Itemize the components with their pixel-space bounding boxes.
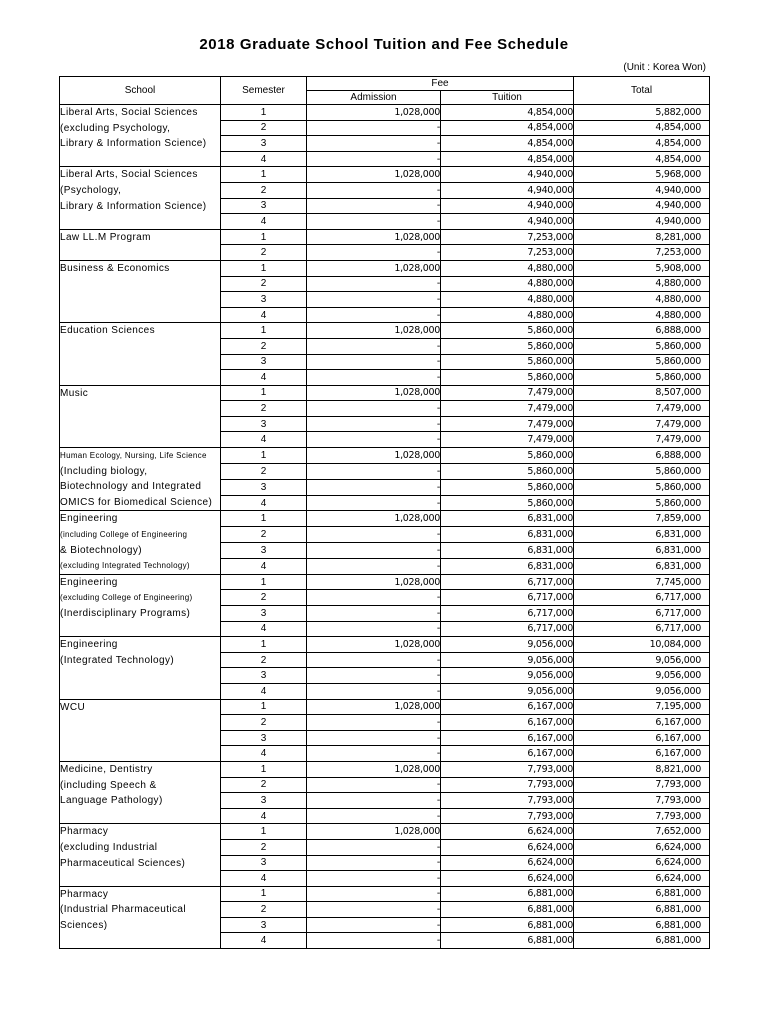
tuition-cell: 7,479,000 (441, 416, 574, 432)
table-row (60, 886, 710, 902)
tuition-cell: 6,167,000 (441, 699, 574, 715)
admission-cell: - (307, 198, 441, 214)
tuition-cell: 5,860,000 (441, 323, 574, 339)
tuition-cell: 7,479,000 (441, 401, 574, 417)
semester-cell: 3 (221, 543, 307, 559)
school-name-line: Education Sciences (60, 325, 156, 337)
total-cell: 9,056,000 (574, 683, 710, 699)
school-name-line: Engineering (60, 513, 118, 525)
school-name-line: Pharmacy (60, 888, 109, 900)
semester-cell: 1 (221, 511, 307, 527)
school-name-line: Pharmacy (60, 826, 109, 838)
school-name-line: (Including biology, (60, 465, 148, 477)
tuition-cell: 4,940,000 (441, 182, 574, 198)
admission-cell: - (307, 855, 441, 871)
school-header: School (60, 77, 221, 105)
total-cell: 4,880,000 (574, 276, 710, 292)
tuition-header: Tuition (441, 91, 574, 105)
total-cell: 5,860,000 (574, 463, 710, 479)
total-cell: 7,793,000 (574, 808, 710, 824)
tuition-cell: 6,881,000 (441, 917, 574, 933)
fee-header: Fee (307, 77, 574, 91)
school-name (60, 260, 221, 322)
tuition-cell: 9,056,000 (441, 683, 574, 699)
semester-cell: 2 (221, 902, 307, 918)
admission-cell: - (307, 527, 441, 543)
semester-cell: 4 (221, 307, 307, 323)
tuition-cell: 6,717,000 (441, 574, 574, 590)
admission-cell: - (307, 746, 441, 762)
total-cell: 6,888,000 (574, 448, 710, 464)
school-name-line: Liberal Arts, Social Sciences (60, 169, 198, 181)
tuition-cell: 9,056,000 (441, 637, 574, 653)
school-name-line: (excluding College of Engineering) (60, 593, 193, 603)
total-cell: 8,281,000 (574, 229, 710, 245)
admission-cell: - (307, 886, 441, 902)
tuition-cell: 5,860,000 (441, 338, 574, 354)
total-cell: 6,888,000 (574, 323, 710, 339)
semester-cell: 2 (221, 463, 307, 479)
admission-cell: - (307, 683, 441, 699)
semester-cell: 1 (221, 886, 307, 902)
admission-cell: - (307, 354, 441, 370)
school-name-line: Medicine, Dentistry (60, 763, 153, 775)
tuition-cell: 6,717,000 (441, 590, 574, 606)
tuition-cell: 4,880,000 (441, 260, 574, 276)
table-body (60, 105, 710, 949)
semester-cell: 1 (221, 229, 307, 245)
admission-cell: - (307, 606, 441, 622)
table-row (60, 574, 710, 590)
tuition-cell: 6,624,000 (441, 871, 574, 887)
admission-cell: - (307, 120, 441, 136)
tuition-cell: 6,881,000 (441, 933, 574, 949)
semester-cell: 4 (221, 746, 307, 762)
school-name-line: (including College of Engineering (60, 530, 188, 540)
total-cell: 7,253,000 (574, 245, 710, 261)
admission-cell: - (307, 621, 441, 637)
semester-cell: 4 (221, 933, 307, 949)
semester-cell: 4 (221, 495, 307, 511)
tuition-cell: 7,793,000 (441, 777, 574, 793)
admission-cell: - (307, 338, 441, 354)
admission-cell: 1,028,000 (307, 699, 441, 715)
semester-cell: 1 (221, 260, 307, 276)
semester-cell: 4 (221, 214, 307, 230)
school-name-line: Liberal Arts, Social Sciences (60, 107, 198, 118)
tuition-cell: 6,831,000 (441, 527, 574, 543)
school-name-line: Library & Information Science) (60, 138, 207, 150)
semester-cell: 4 (221, 151, 307, 167)
semester-cell: 3 (221, 479, 307, 495)
tuition-cell: 6,831,000 (441, 511, 574, 527)
tuition-cell: 4,880,000 (441, 292, 574, 308)
tuition-cell: 7,479,000 (441, 432, 574, 448)
total-cell: 4,854,000 (574, 151, 710, 167)
admission-cell: - (307, 543, 441, 559)
tuition-cell: 5,860,000 (441, 463, 574, 479)
table-row (60, 105, 710, 121)
semester-cell: 4 (221, 621, 307, 637)
total-cell: 4,940,000 (574, 198, 710, 214)
tuition-cell: 6,831,000 (441, 543, 574, 559)
total-cell: 4,854,000 (574, 136, 710, 152)
admission-cell: 1,028,000 (307, 637, 441, 653)
semester-cell: 4 (221, 370, 307, 386)
school-name-line: & Biotechnology) (60, 544, 143, 556)
semester-cell: 1 (221, 637, 307, 653)
admission-cell: - (307, 668, 441, 684)
tuition-cell: 5,860,000 (441, 448, 574, 464)
semester-cell: 4 (221, 432, 307, 448)
total-cell: 7,793,000 (574, 793, 710, 809)
total-cell: 5,860,000 (574, 354, 710, 370)
admission-cell: 1,028,000 (307, 448, 441, 464)
total-cell: 6,624,000 (574, 839, 710, 855)
tuition-cell: 9,056,000 (441, 652, 574, 668)
total-cell: 6,624,000 (574, 871, 710, 887)
semester-cell: 4 (221, 558, 307, 574)
tuition-cell: 4,854,000 (441, 105, 574, 121)
total-cell: 6,717,000 (574, 590, 710, 606)
admission-cell: - (307, 558, 441, 574)
total-cell: 5,882,000 (574, 105, 710, 121)
school-name-line: (Integrated Technology) (60, 654, 175, 666)
total-cell: 5,968,000 (574, 167, 710, 183)
tuition-cell: 4,854,000 (441, 151, 574, 167)
school-name (60, 886, 221, 948)
semester-cell: 1 (221, 167, 307, 183)
total-cell: 9,056,000 (574, 652, 710, 668)
admission-cell: 1,028,000 (307, 260, 441, 276)
admission-cell: - (307, 793, 441, 809)
table-row (60, 323, 710, 339)
school-name (60, 511, 221, 574)
tuition-cell: 4,854,000 (441, 120, 574, 136)
tuition-cell: 6,624,000 (441, 824, 574, 840)
school-name (60, 167, 221, 229)
table-row (60, 448, 710, 464)
tuition-cell: 7,253,000 (441, 229, 574, 245)
admission-cell: - (307, 214, 441, 230)
table-row (60, 699, 710, 715)
tuition-cell: 6,624,000 (441, 839, 574, 855)
admission-cell: - (307, 182, 441, 198)
semester-cell: 2 (221, 715, 307, 731)
total-header: Total (574, 77, 710, 105)
total-cell: 7,479,000 (574, 401, 710, 417)
admission-cell: 1,028,000 (307, 824, 441, 840)
total-cell: 6,624,000 (574, 855, 710, 871)
semester-cell: 2 (221, 120, 307, 136)
school-name-line: Engineering (60, 576, 118, 588)
total-cell: 7,859,000 (574, 511, 710, 527)
tuition-cell: 5,860,000 (441, 370, 574, 386)
admission-cell: - (307, 871, 441, 887)
total-cell: 7,479,000 (574, 416, 710, 432)
total-cell: 5,860,000 (574, 479, 710, 495)
semester-cell: 3 (221, 198, 307, 214)
admission-cell: - (307, 933, 441, 949)
admission-cell: - (307, 432, 441, 448)
tuition-cell: 4,940,000 (441, 214, 574, 230)
school-name (60, 637, 221, 699)
school-name-line: Human Ecology, Nursing, Life Science (60, 451, 207, 461)
semester-cell: 2 (221, 276, 307, 292)
tuition-cell: 5,860,000 (441, 495, 574, 511)
school-name-line: Language Pathology) (60, 795, 163, 807)
school-name-line: Pharmaceutical Sciences) (60, 857, 186, 869)
table-row (60, 229, 710, 245)
semester-cell: 1 (221, 323, 307, 339)
school-name-line: (Inerdisciplinary Programs) (60, 608, 191, 619)
total-cell: 6,881,000 (574, 933, 710, 949)
semester-cell: 4 (221, 683, 307, 699)
unit-note: (Unit : Korea Won) (623, 62, 706, 73)
tuition-cell: 7,253,000 (441, 245, 574, 261)
table-row (60, 761, 710, 777)
school-name (60, 448, 221, 511)
semester-cell: 1 (221, 699, 307, 715)
tuition-cell: 4,854,000 (441, 136, 574, 152)
admission-cell: - (307, 917, 441, 933)
total-cell: 6,831,000 (574, 543, 710, 559)
tuition-cell: 9,056,000 (441, 668, 574, 684)
admission-cell: - (307, 276, 441, 292)
semester-cell: 1 (221, 761, 307, 777)
admission-cell: - (307, 151, 441, 167)
tuition-cell: 6,881,000 (441, 886, 574, 902)
total-cell: 6,881,000 (574, 917, 710, 933)
admission-cell: - (307, 245, 441, 261)
admission-cell: - (307, 590, 441, 606)
total-cell: 4,940,000 (574, 214, 710, 230)
admission-cell: - (307, 902, 441, 918)
tuition-cell: 5,860,000 (441, 479, 574, 495)
school-name-line: (excluding Integrated Technology) (60, 561, 190, 571)
admission-cell: 1,028,000 (307, 385, 441, 401)
school-name-line: Business & Economics (60, 262, 170, 274)
tuition-cell: 4,940,000 (441, 167, 574, 183)
total-cell: 6,881,000 (574, 902, 710, 918)
tuition-cell: 5,860,000 (441, 354, 574, 370)
admission-cell: - (307, 495, 441, 511)
tuition-cell: 6,717,000 (441, 621, 574, 637)
admission-cell: 1,028,000 (307, 574, 441, 590)
school-name-line: Engineering (60, 639, 118, 651)
admission-cell: - (307, 401, 441, 417)
tuition-cell: 6,167,000 (441, 746, 574, 762)
admission-cell: - (307, 463, 441, 479)
school-name (60, 761, 221, 823)
school-name-line: Music (60, 387, 89, 399)
admission-cell: 1,028,000 (307, 511, 441, 527)
tuition-cell: 6,167,000 (441, 715, 574, 731)
semester-cell: 1 (221, 105, 307, 121)
total-cell: 6,167,000 (574, 715, 710, 731)
table-row (60, 511, 710, 527)
total-cell: 8,507,000 (574, 385, 710, 401)
total-cell: 7,793,000 (574, 777, 710, 793)
school-name (60, 323, 221, 385)
total-cell: 5,860,000 (574, 495, 710, 511)
tuition-cell: 6,167,000 (441, 730, 574, 746)
total-cell: 7,745,000 (574, 574, 710, 590)
total-cell: 5,908,000 (574, 260, 710, 276)
admission-cell: - (307, 808, 441, 824)
total-cell: 6,831,000 (574, 527, 710, 543)
admission-cell: - (307, 777, 441, 793)
tuition-cell: 6,881,000 (441, 902, 574, 918)
total-cell: 6,881,000 (574, 886, 710, 902)
school-name-line: (including Speech & (60, 779, 157, 791)
total-cell: 6,831,000 (574, 558, 710, 574)
admission-cell: - (307, 715, 441, 731)
admission-cell: 1,028,000 (307, 167, 441, 183)
total-cell: 4,854,000 (574, 120, 710, 136)
total-cell: 4,880,000 (574, 307, 710, 323)
semester-cell: 3 (221, 855, 307, 871)
admission-cell: - (307, 292, 441, 308)
table-row (60, 167, 710, 183)
tuition-cell: 7,793,000 (441, 808, 574, 824)
tuition-table (59, 76, 710, 949)
tuition-cell: 4,880,000 (441, 276, 574, 292)
school-name-line: WCU (60, 701, 86, 713)
total-cell: 5,860,000 (574, 370, 710, 386)
admission-cell: - (307, 652, 441, 668)
table-row (60, 824, 710, 840)
total-cell: 4,880,000 (574, 292, 710, 308)
tuition-cell: 7,793,000 (441, 793, 574, 809)
page-title: 2018 Graduate School Tuition and Fee Schedule (199, 36, 569, 53)
total-cell: 7,652,000 (574, 824, 710, 840)
semester-cell: 2 (221, 652, 307, 668)
semester-cell: 3 (221, 917, 307, 933)
school-name-line: (excluding Industrial (60, 841, 158, 853)
semester-cell: 3 (221, 292, 307, 308)
school-name (60, 385, 221, 447)
semester-cell: 3 (221, 606, 307, 622)
admission-cell: - (307, 307, 441, 323)
admission-cell: 1,028,000 (307, 229, 441, 245)
school-name-line: (Psychology, (60, 184, 122, 196)
semester-cell: 1 (221, 574, 307, 590)
tuition-cell: 4,940,000 (441, 198, 574, 214)
total-cell: 8,821,000 (574, 761, 710, 777)
semester-cell: 1 (221, 385, 307, 401)
semester-cell: 2 (221, 777, 307, 793)
admission-cell: 1,028,000 (307, 105, 441, 121)
total-cell: 6,167,000 (574, 746, 710, 762)
semester-cell: 4 (221, 871, 307, 887)
semester-cell: 2 (221, 527, 307, 543)
admission-cell: 1,028,000 (307, 323, 441, 339)
school-name-line: Biotechnology and Integrated (60, 481, 202, 493)
admission-header: Admission (307, 91, 441, 105)
semester-cell: 3 (221, 668, 307, 684)
admission-cell: 1,028,000 (307, 761, 441, 777)
tuition-cell: 6,831,000 (441, 558, 574, 574)
semester-cell: 2 (221, 401, 307, 417)
school-name-line: OMICS for Biomedical Science) (60, 496, 213, 508)
tuition-cell: 7,479,000 (441, 385, 574, 401)
admission-cell: - (307, 839, 441, 855)
semester-cell: 3 (221, 136, 307, 152)
table-row (60, 260, 710, 276)
school-name-line: (excluding Psychology, (60, 122, 171, 134)
admission-cell: - (307, 136, 441, 152)
semester-cell: 2 (221, 839, 307, 855)
total-cell: 6,167,000 (574, 730, 710, 746)
total-cell: 9,056,000 (574, 668, 710, 684)
semester-cell: 2 (221, 338, 307, 354)
school-name-line: Library & Information Science) (60, 200, 207, 212)
table-row (60, 385, 710, 401)
semester-cell: 3 (221, 793, 307, 809)
semester-cell: 2 (221, 245, 307, 261)
school-name-line: (Industrial Pharmaceutical (60, 904, 187, 916)
semester-cell: 3 (221, 730, 307, 746)
header-row (60, 77, 710, 91)
total-cell: 6,717,000 (574, 606, 710, 622)
semester-cell: 1 (221, 824, 307, 840)
admission-cell: - (307, 479, 441, 495)
semester-cell: 3 (221, 354, 307, 370)
admission-cell: - (307, 416, 441, 432)
semester-cell: 2 (221, 182, 307, 198)
school-name (60, 574, 221, 636)
semester-cell: 1 (221, 448, 307, 464)
total-cell: 5,860,000 (574, 338, 710, 354)
tuition-cell: 7,793,000 (441, 761, 574, 777)
school-name-line: Law LL.M Program (60, 231, 151, 243)
school-name (60, 229, 221, 260)
table-row (60, 637, 710, 653)
semester-cell: 3 (221, 416, 307, 432)
admission-cell: - (307, 730, 441, 746)
admission-cell: - (307, 370, 441, 386)
school-name (60, 824, 221, 886)
tuition-cell: 4,880,000 (441, 307, 574, 323)
school-name-line: Sciences) (60, 919, 108, 931)
tuition-cell: 6,624,000 (441, 855, 574, 871)
semester-cell: 4 (221, 808, 307, 824)
total-cell: 10,084,000 (574, 637, 710, 653)
total-cell: 7,195,000 (574, 699, 710, 715)
total-cell: 4,940,000 (574, 182, 710, 198)
semester-cell: 2 (221, 590, 307, 606)
tuition-cell: 6,717,000 (441, 606, 574, 622)
total-cell: 6,717,000 (574, 621, 710, 637)
school-name (60, 699, 221, 761)
school-name (60, 105, 221, 167)
semester-header: Semester (221, 77, 307, 105)
total-cell: 7,479,000 (574, 432, 710, 448)
